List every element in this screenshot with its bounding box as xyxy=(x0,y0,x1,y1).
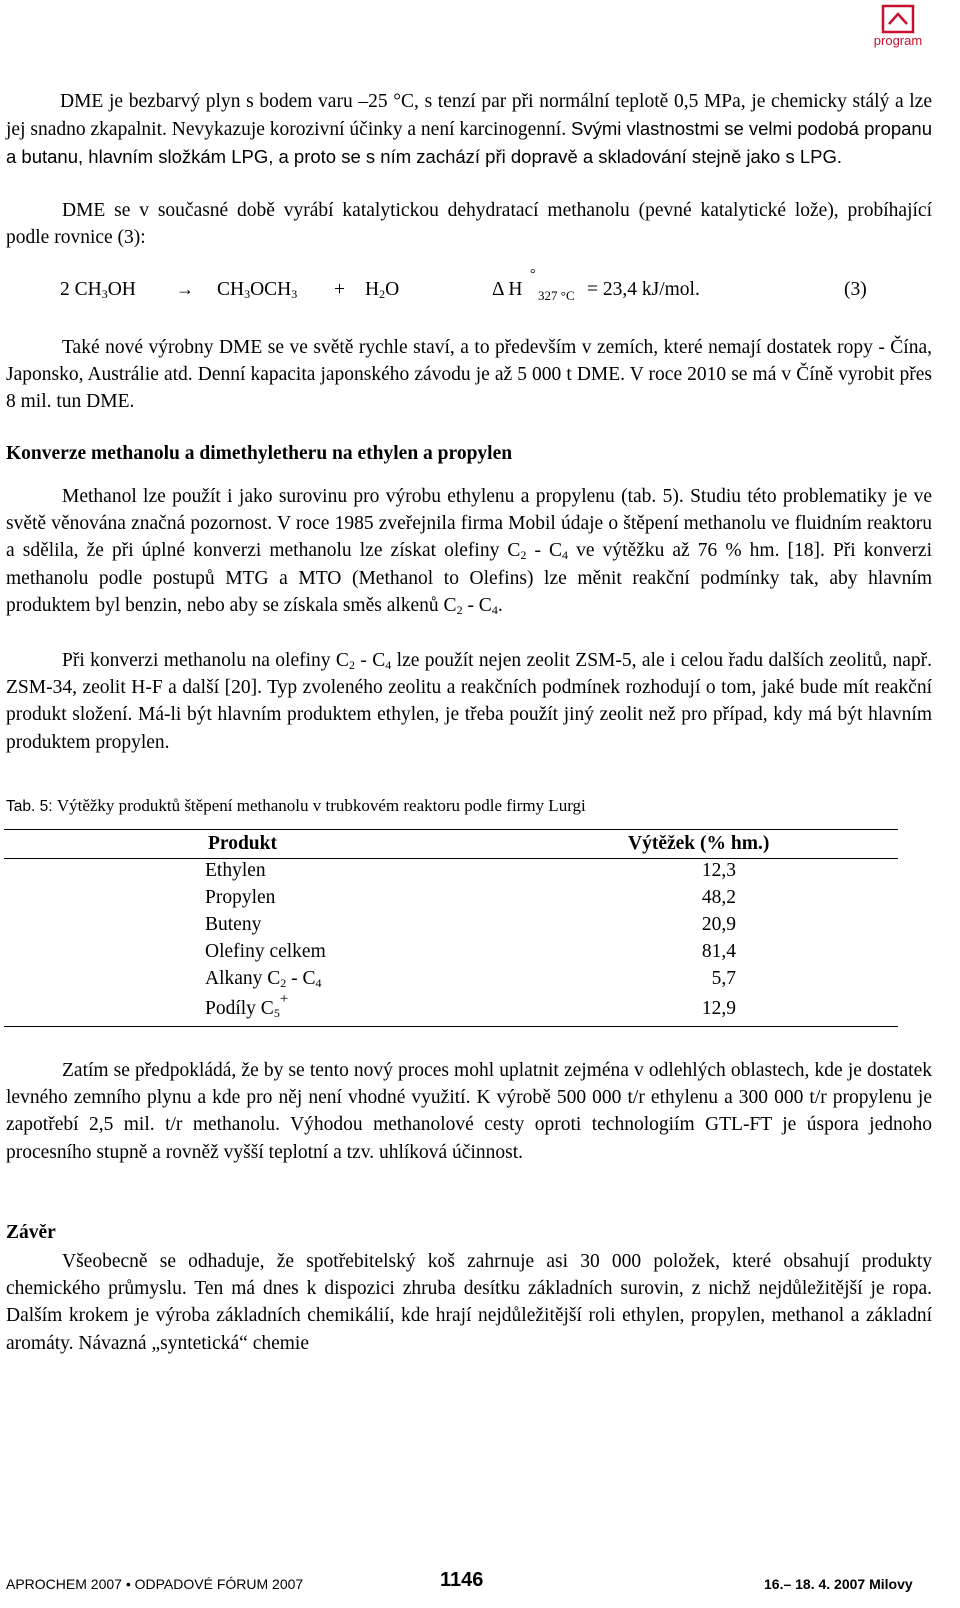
reaction-arrow-icon: → xyxy=(176,279,194,299)
paragraph-5: Methanol lze použít i jako surovinu pro výrobu ethylenu a propylenu (tab. 5). Studiu této problematiky je ve světě věnována značná pozornost. V roce 1985 zveřejnila firma Mobil údaje o štěpení methanolu ve fluidním reaktoru a sdělila, že při úplné konverzi methanolu lze získat olefiny $C_2 - C_4$ ve výtěžku až 76 % hm. [18]. Při konverzi methanolu podle postupů MTG a MTO (Methanol to Olefins) lze měnit reakční podmínky tak, aby hlavním produktem byl benzin, nebo aby se získala směs alkenů $C_2 - C_4$. xyxy=(6,486,932,617)
table-header-product: Produkt xyxy=(208,833,277,854)
equation-value: = 23,4 kJ/mol. xyxy=(587,279,700,300)
equation-product-dme: $CH_3OCH_3$ xyxy=(217,279,298,301)
equation-plus: + xyxy=(334,279,345,300)
paragraph-6: Při konverzi methanolu na olefiny $C_2 - C_4$ lze použít nejen zeolit ZSM-5, ale i celou řadu dalších zeolitů, např. ZSM-34, zeolit H-F a další [20]. Typ zvoleného zeolitu a reakčních podmínek rozhodují o tom, jaké bude mít reakční produkt složení. Má-li být hlavním produktem ethylen, je třeba použít jiný zeolit než pro případ, kdy má být hlavním produktem propylen. xyxy=(6,650,933,753)
table-cell-product: Podíly $C_5^+$ xyxy=(205,990,289,1020)
section-heading-konverze: Konverze methanolu a dimethyletheru na ethylen a propylen xyxy=(6,443,513,464)
table-cell-product: Olefiny celkem xyxy=(205,941,326,962)
equation-degree-sign: ° xyxy=(530,267,536,282)
program-logo-icon xyxy=(881,4,915,34)
equation-enthalpy: Δ H xyxy=(492,279,523,300)
paragraph-8: Všeobecně se odhaduje, že spotřebitelský koš zahrnuje asi 30 000 položek, které obsahují produkty chemického průmyslu. Ten má dnes k dispozici zhruba desítku základních surovin, z nichž nejdůležitější je ropa. Dalším krokem je výroba základních chemikálií, kde hrají nejdůležitější roli ethylen, propylen, methanol a základní aromáty. Návazná „syntetická“ chemie xyxy=(6,1251,932,1354)
table-row xyxy=(0,941,960,968)
paragraph-3: DME se v současné době vyrábí katalytickou dehydratací methanolu (pevné katalytické lože), probíhající podle rovnice (3): xyxy=(6,200,932,249)
table-top-rule xyxy=(4,829,898,830)
table-cell-yield: 12,9 xyxy=(701,998,736,1019)
table-row xyxy=(0,914,960,941)
table-row xyxy=(0,887,960,914)
paragraph-4: Také nové výrobny DME se ve světě rychle staví, a to především v zemích, které nemají dostatek ropy - Čína, Japonsko, Austrálie atd. Denní kapacita japonského závodu je až 5 000 t DME. V roce 2010 se má v Číně vyrobit přes 8 mil. tun DME. xyxy=(6,337,932,413)
table-cell-yield: 12,3 xyxy=(701,860,736,881)
table-bottom-rule xyxy=(4,1026,898,1027)
footer-page-number: 1146 xyxy=(440,1569,484,1591)
table-row xyxy=(0,990,960,1025)
equation-reactant: 2 $CH_3OH$ xyxy=(60,279,136,301)
table-cell-yield: 48,2 xyxy=(701,887,736,908)
equation-number: (3) xyxy=(844,279,867,300)
paragraph-2: Svými vlastnostmi se velmi podobá propanu a butanu, hlavním složkám LPG, a proto se s ním zachází při dopravě a skladování stejně jako s LPG. xyxy=(6,118,933,168)
table-row xyxy=(0,860,960,887)
equation-product-water: $H_2O$ xyxy=(365,279,400,301)
footer-conference: APROCHEM 2007 • ODPADOVÉ FÓRUM 2007 xyxy=(6,1576,304,1592)
table-cell-yield: 5,7 xyxy=(711,968,736,989)
section-heading-zaver: Závěr xyxy=(6,1222,56,1243)
table-row xyxy=(0,968,960,995)
table-cell-product: Ethylen xyxy=(205,860,266,881)
table-header-rule xyxy=(4,858,898,859)
paragraph-intro xyxy=(6,88,932,172)
paragraph-7: Zatím se předpokládá, že by se tento nový proces mohl uplatnit zejména v odlehlých oblastech, kde je dostatek levného zemního plynu a kde pro něj není vhodné využití. K výrobě 500 000 t/r ethylenu a 300 000 t/r propylenu je zapotřebí 2,5 mil. t/r methanolu. Výhodou methanolové cesty oproti technologiím GTL-FT je úspora jednoho procesního stupně a rovněž vyšší teplotní a tzv. uhlíková účinnost. xyxy=(6,1060,932,1163)
paragraph-1: DME je bezbarvý plyn s bodem varu –25 °C, s tenzí par při normální teplotě 0,5 MPa, je chemicky stálý a lze jej snadno zkapalnit. Nevykazuje korozivní účinky a není karcinogenní. xyxy=(6,91,932,141)
table-cell-yield: 81,4 xyxy=(701,941,736,962)
table-cell-product: Alkany $C_2 - C_4$ xyxy=(205,968,322,990)
program-logo xyxy=(866,4,930,48)
equation-temperature: 327 °C xyxy=(538,288,575,303)
table-header-yield: Výtěžek (% hm.) xyxy=(628,833,770,854)
footer-dates: 16.– 18. 4. 2007 Milovy xyxy=(764,1576,913,1592)
logo-text: program xyxy=(873,33,923,48)
table-caption: Tab. 5: Výtěžky produktů štěpení methanolu v trubkovém reaktoru podle firmy Lurgi xyxy=(6,796,586,815)
table-cell-yield: 20,9 xyxy=(701,914,736,935)
table-cell-product: Propylen xyxy=(205,887,276,908)
table-header-row xyxy=(0,833,960,860)
table-cell-product: Buteny xyxy=(205,914,262,935)
equation-3 xyxy=(0,267,960,309)
